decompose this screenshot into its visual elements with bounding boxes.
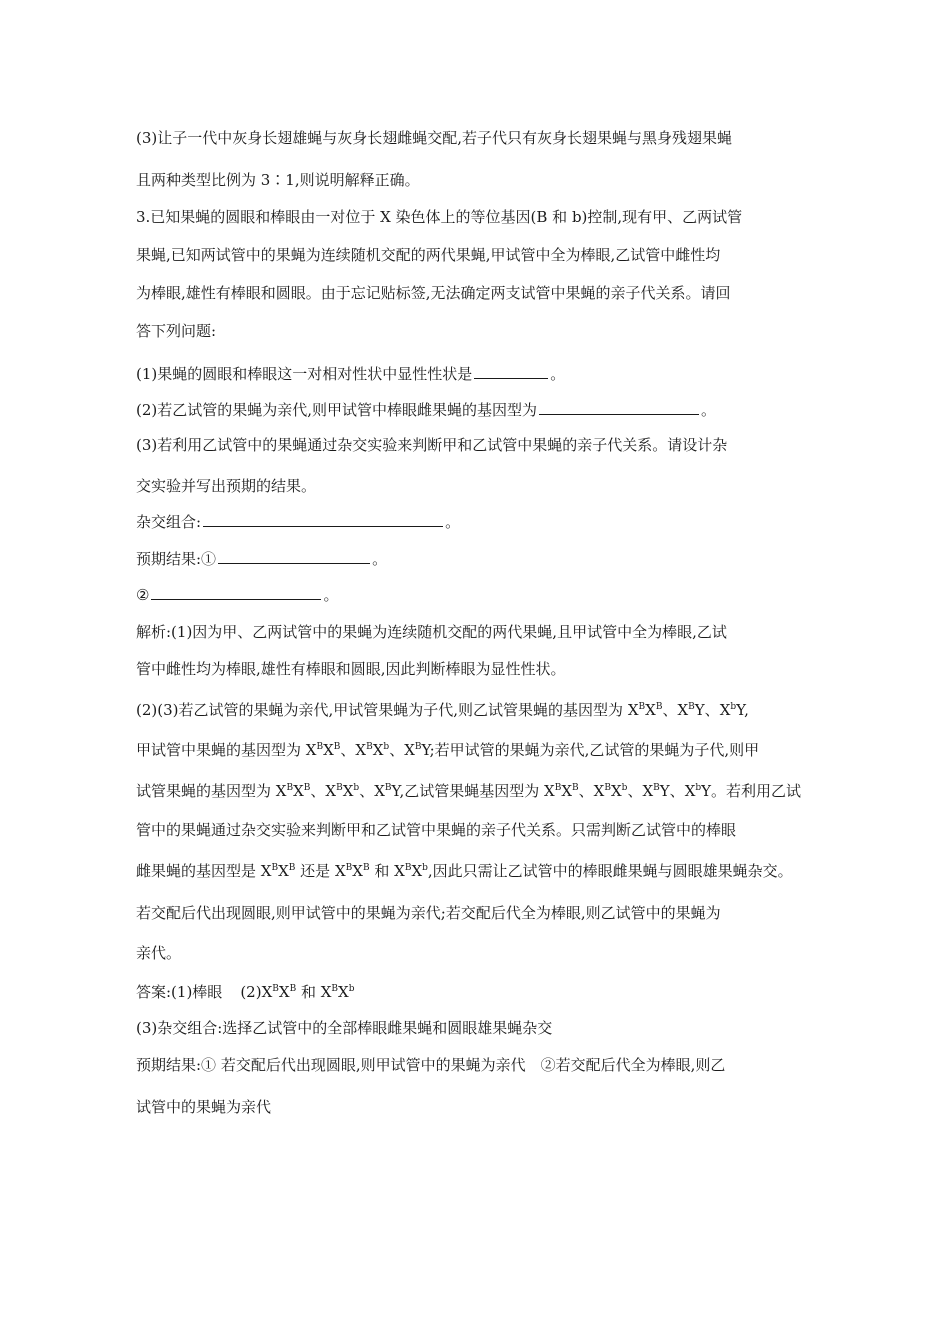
text-line: 试管中的果蝇为亲代 — [136, 1098, 272, 1116]
text-line: 交实验并写出预期的结果。 — [136, 477, 317, 495]
question-3-1: (1)果蝇的圆眼和棒眼这一对相对性状中显性性状是 。 — [136, 365, 566, 383]
answer-blank — [539, 400, 699, 415]
text-line: 为棒眼,雄性有棒眼和圆眼。由于忘记贴标签,无法确定两支试管中果蝇的亲子代关系。请回 — [136, 284, 731, 302]
question-3-2: (2)若乙试管的果蝇为亲代,则甲试管中棒眼雌果蝇的基因型为 。 — [136, 401, 717, 419]
analysis-genotypes: (2)(3)若乙试管的果蝇为亲代,甲试管果蝇为子代,则乙试管果蝇的基因型为 $X^BX^B$、$X^BY$、$X^bY$, — [136, 701, 749, 719]
text-line: 管中雌性均为棒眼,雄性有棒眼和圆眼,因此判断棒眼为显性性状。 — [136, 660, 566, 678]
text-line: 甲试管中果蝇的基因型为 $X^BX^B$、$X^BX^b$、$X^BY$;若甲试管的果蝇为亲代,乙试管的果蝇为子代,则甲 — [136, 741, 760, 759]
expected-result-2-prompt: ② 。 — [136, 586, 339, 604]
text-line: 管中的果蝇通过杂交实验来判断甲和乙试管中果蝇的亲子代关系。只需判断乙试管中的棒眼 — [136, 821, 737, 839]
text-line: (3)让子一代中灰身长翅雄蝇与灰身长翅雌蝇交配,若子代只有灰身长翅果蝇与黑身残翅果蝇 — [136, 129, 733, 147]
answer-heading: 答案:(1)棒眼 $(2)X^BX^B$ 和 $X^BX^b$ — [136, 983, 355, 1001]
text-line: 若交配后代出现圆眼,则甲试管中的果蝇为亲代;若交配后代全为棒眼,则乙试管中的果蝇为 — [136, 904, 721, 922]
question-3-intro: 3.已知果蝇的圆眼和棒眼由一对位于 X 染色体上的等位基因(B 和 b)控制,现有甲、乙两试管 — [136, 208, 743, 226]
answer-blank — [203, 512, 443, 527]
text-line: 雌果蝇的基因型是 $X^BX^B$ 还是 $X^BX^B$ 和 $X^BX^b$,因此只需让乙试管中的棒眼雌果蝇与圆眼雄果蝇杂交。 — [136, 862, 793, 880]
answer-expected: 预期结果:① 若交配后代出现圆眼,则甲试管中的果蝇为亲代 ②若交配后代全为棒眼,则乙 — [136, 1056, 726, 1074]
text-line: 亲代。 — [136, 944, 182, 962]
answer-blank — [151, 585, 321, 600]
analysis-heading: 解析:(1)因为甲、乙两试管中的果蝇为连续随机交配的两代果蝇,且甲试管中全为棒眼,乙试 — [136, 623, 727, 641]
question-3-3: (3)若利用乙试管中的果蝇通过杂交实验来判断甲和乙试管中果蝇的亲子代关系。请设计杂 — [136, 436, 728, 454]
text-line: 果蝇,已知两试管中的果蝇为连续随机交配的两代果蝇,甲试管中全为棒眼,乙试管中雌性均 — [136, 246, 721, 264]
answer-blank — [218, 549, 370, 564]
cross-combination-prompt: 杂交组合: 。 — [136, 513, 461, 531]
text-line: 且两种类型比例为 3∶1,则说明解释正确。 — [136, 171, 420, 189]
expected-result-1-prompt: 预期结果:① 。 — [136, 550, 388, 568]
answer-blank — [474, 364, 548, 379]
text-line: 试管果蝇的基因型为 $X^BX^B$、$X^BX^b$、$X^BY$,乙试管果蝇基因型为 $X^BX^B$、$X^BX^b$、$X^BY$、$X^bY$。若利用乙试 — [136, 782, 802, 800]
text-line: 答下列问题: — [136, 322, 217, 340]
answer-cross: (3)杂交组合:选择乙试管中的全部棒眼雌果蝇和圆眼雄果蝇杂交 — [136, 1019, 553, 1037]
